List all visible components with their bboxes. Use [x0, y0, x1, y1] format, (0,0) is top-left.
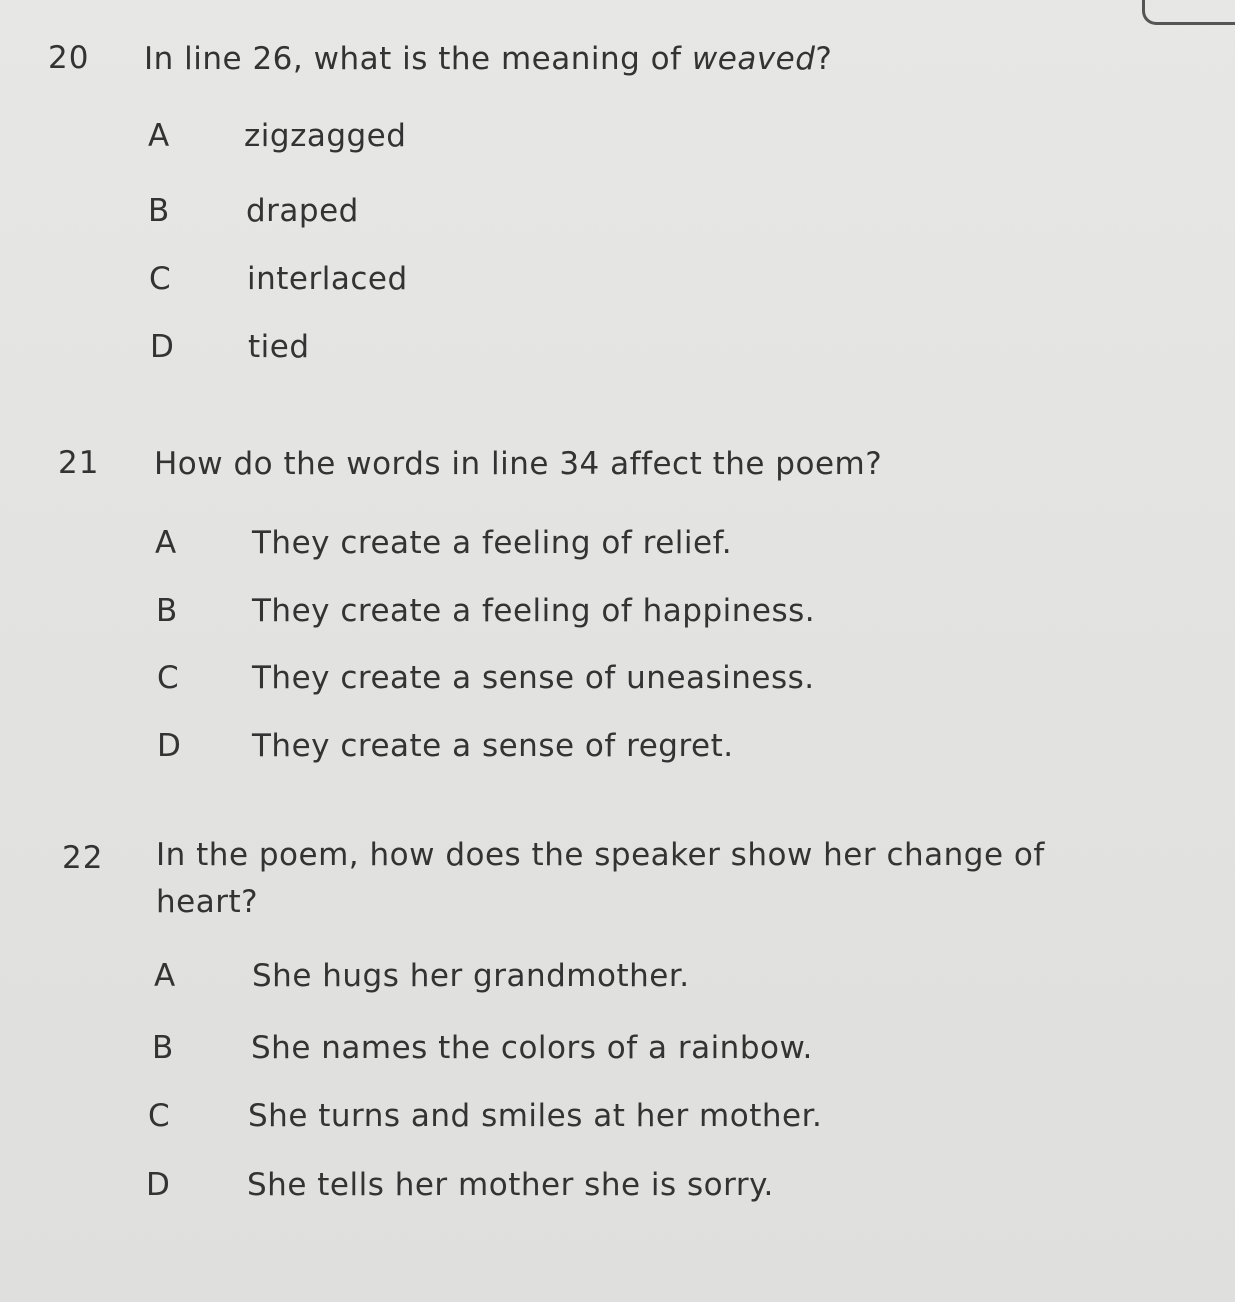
option-text: tied [248, 329, 310, 365]
option-letter: C [148, 1098, 170, 1134]
option-letter: A [154, 958, 176, 994]
option-text: They create a sense of uneasiness. [252, 660, 815, 696]
question-number: 21 [58, 445, 100, 481]
option-text: zigzagged [244, 118, 407, 154]
prompt-italic-word: weaved [691, 41, 816, 77]
option-text: She tells her mother she is sorry. [247, 1167, 774, 1203]
question-prompt: How do the words in line 34 affect the poem? [154, 446, 883, 482]
option-text: interlaced [247, 261, 408, 297]
option-text: draped [246, 193, 359, 229]
option-letter: D [150, 329, 174, 365]
question-prompt: In line 26, what is the meaning of weaved? [144, 41, 833, 77]
option-letter: C [149, 261, 171, 297]
option-letter: D [146, 1167, 170, 1203]
option-letter: C [157, 660, 179, 696]
question-number: 20 [48, 40, 90, 76]
option-text: She hugs her grandmother. [252, 958, 690, 994]
option-letter: A [148, 118, 170, 154]
option-letter: A [155, 525, 177, 561]
option-letter: B [148, 193, 170, 229]
question-prompt: In the poem, how does the speaker show her change of heart? [156, 837, 1045, 920]
page-corner-tab [1142, 0, 1235, 25]
option-text: They create a sense of regret. [252, 728, 734, 764]
option-text: They create a feeling of happiness. [252, 593, 816, 629]
option-text: She names the colors of a rainbow. [251, 1030, 813, 1066]
question-number: 22 [62, 840, 104, 876]
option-text: They create a feeling of relief. [252, 525, 733, 561]
option-letter: B [156, 593, 178, 629]
option-letter: D [157, 728, 181, 764]
option-letter: B [152, 1030, 174, 1066]
option-text: She turns and smiles at her mother. [248, 1098, 823, 1134]
